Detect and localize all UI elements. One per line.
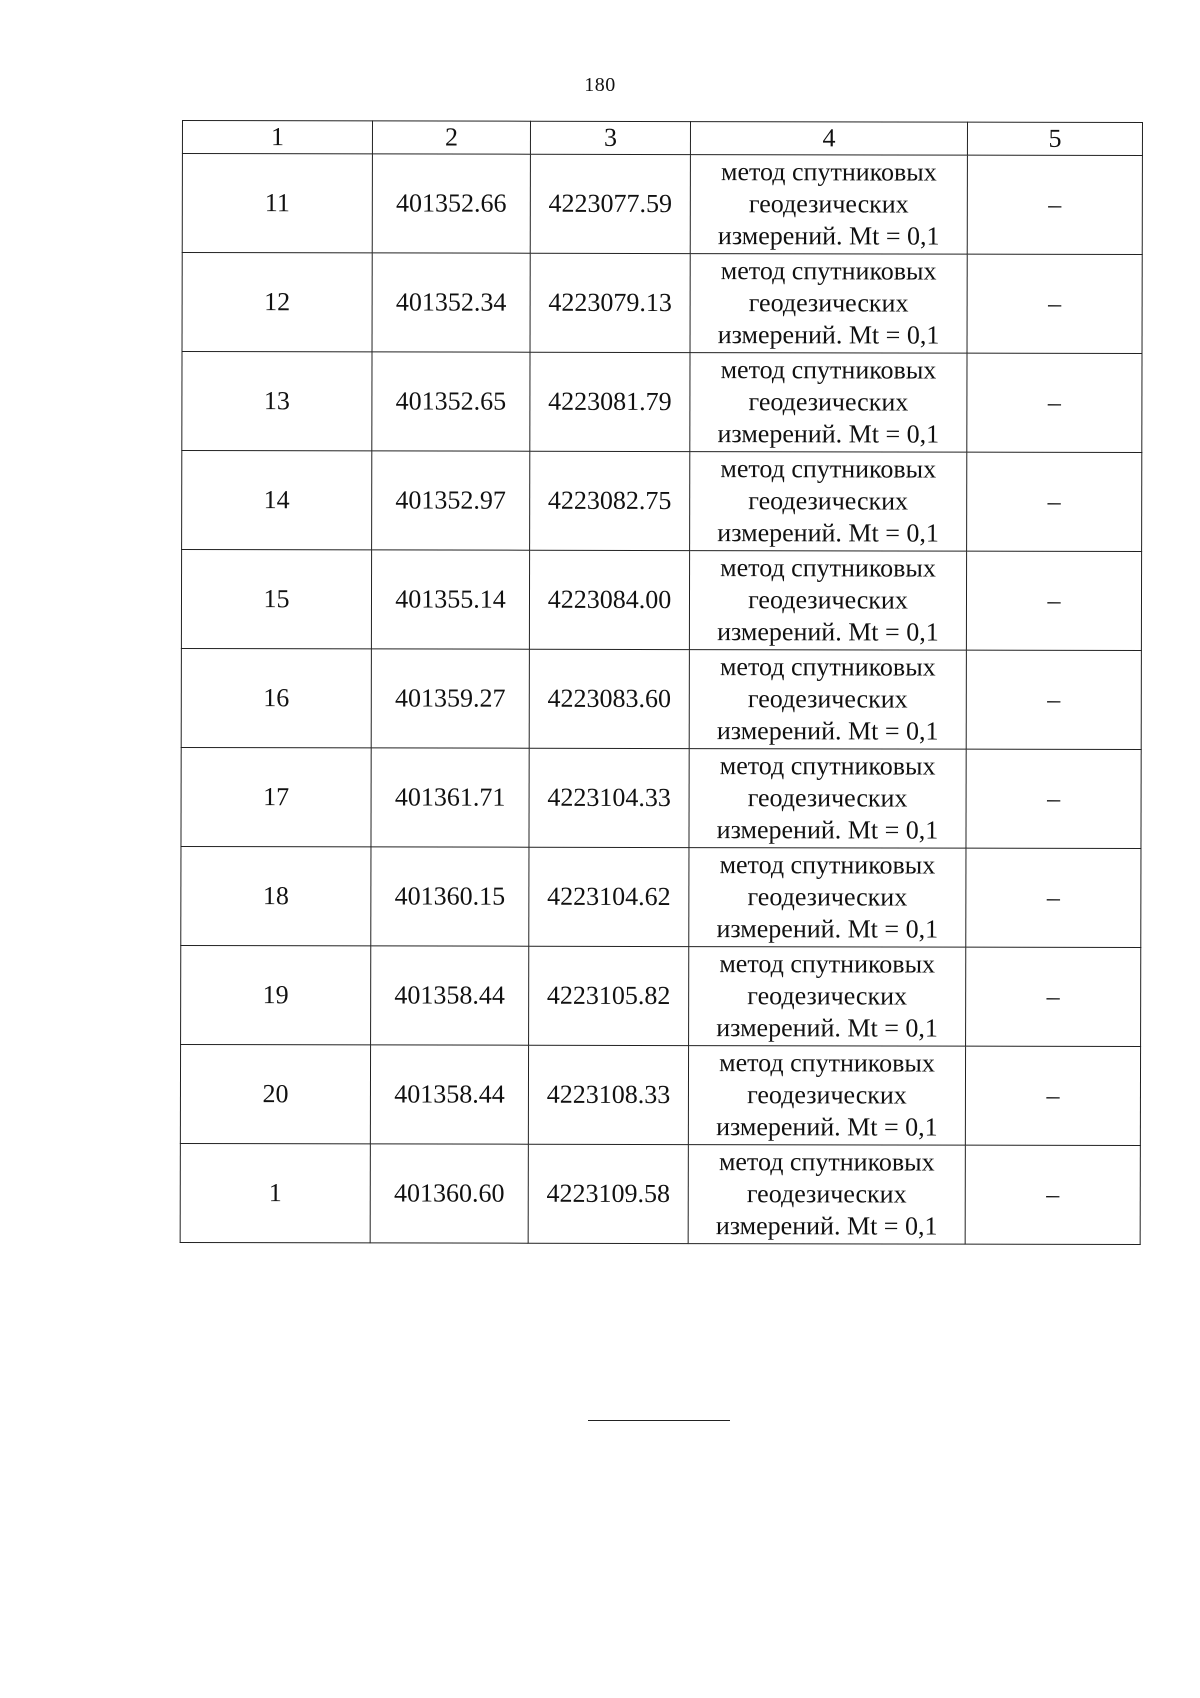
table-row — [181, 648, 1141, 749]
point-cell: 1 — [180, 1143, 370, 1242]
method-line: метод спутниковых — [719, 652, 936, 682]
note-cell: – — [967, 452, 1142, 551]
y-coordinate-cell: 4223109.58 — [528, 1144, 688, 1243]
note-cell: – — [966, 650, 1141, 749]
method-cell — [688, 1145, 965, 1245]
method-line: геодезических — [748, 387, 909, 417]
method-line: метод спутниковых — [720, 553, 936, 583]
method-line: геодезических — [748, 189, 909, 219]
y-coordinate-cell: 4223084.00 — [529, 550, 689, 649]
header-row — [182, 121, 1142, 156]
y-coordinate-cell: 4223082.75 — [530, 451, 690, 550]
table-body — [180, 154, 1142, 1245]
method-line: измерений. Mt = 0,1 — [717, 221, 940, 251]
x-coordinate-cell: 401352.65 — [372, 352, 530, 451]
method-line: метод спутниковых — [718, 1147, 935, 1177]
point-cell: 18 — [181, 846, 371, 945]
method-line: геодезических — [748, 288, 909, 318]
coordinates-table — [180, 120, 1143, 1245]
method-line: метод спутниковых — [719, 1048, 935, 1078]
y-coordinate-cell: 4223079.13 — [530, 253, 690, 352]
method-line: геодезических — [747, 783, 908, 813]
point-cell: 19 — [181, 945, 371, 1044]
table-row — [181, 846, 1141, 947]
method-line: измерений. Mt = 0,1 — [717, 320, 940, 350]
point-cell: 15 — [181, 550, 371, 649]
y-coordinate-cell: 4223108.33 — [528, 1045, 688, 1144]
method-cell — [689, 749, 966, 849]
method-line: измерений. Mt = 0,1 — [716, 1013, 938, 1043]
note-cell: – — [967, 155, 1142, 254]
method-cell — [689, 551, 966, 651]
method-line: метод спутниковых — [719, 850, 936, 880]
method-line: измерений. Mt = 0,1 — [715, 1211, 938, 1241]
method-cell — [690, 452, 967, 552]
table-row — [182, 154, 1142, 255]
note-cell: – — [966, 947, 1141, 1046]
method-cell — [689, 848, 966, 948]
y-coordinate-cell: 4223077.59 — [530, 154, 690, 253]
header-col-5: 5 — [967, 122, 1142, 155]
method-line: геодезических — [747, 882, 908, 912]
point-cell: 12 — [182, 253, 372, 352]
note-cell: – — [965, 1046, 1140, 1145]
x-coordinate-cell: 401361.71 — [371, 748, 529, 847]
y-coordinate-cell: 4223083.60 — [529, 649, 689, 748]
header-col-3: 3 — [530, 121, 690, 154]
method-line: измерений. Mt = 0,1 — [716, 914, 939, 944]
x-coordinate-cell: 401360.15 — [371, 847, 529, 946]
table-row — [180, 1044, 1140, 1145]
note-cell: – — [966, 749, 1141, 848]
method-line: геодезических — [747, 684, 908, 714]
note-cell: – — [966, 848, 1141, 947]
point-cell: 20 — [180, 1044, 370, 1143]
x-coordinate-cell: 401358.44 — [370, 1045, 528, 1144]
x-coordinate-cell: 401352.97 — [372, 451, 530, 550]
table-row — [180, 1143, 1140, 1244]
y-coordinate-cell: 4223104.33 — [529, 748, 689, 847]
table-row — [182, 352, 1142, 453]
method-line: метод спутниковых — [719, 751, 936, 781]
method-cell — [688, 1046, 965, 1146]
method-line: измерений. Mt = 0,1 — [717, 518, 939, 548]
header-col-1: 1 — [182, 121, 372, 154]
point-cell: 16 — [181, 648, 371, 747]
table-row — [181, 550, 1141, 651]
y-coordinate-cell: 4223081.79 — [530, 352, 690, 451]
method-line: измерений. Mt = 0,1 — [716, 815, 939, 845]
method-cell — [690, 353, 967, 453]
method-line: измерений. Mt = 0,1 — [716, 716, 939, 746]
note-cell: – — [967, 254, 1142, 353]
page-number: 180 — [584, 74, 616, 96]
method-line: геодезических — [748, 585, 908, 615]
header-col-2: 2 — [372, 121, 530, 154]
point-cell: 17 — [181, 747, 371, 846]
note-cell: – — [966, 551, 1141, 650]
method-line: метод спутниковых — [720, 454, 937, 484]
method-line: измерений. Mt = 0,1 — [716, 1112, 938, 1142]
method-line: метод спутниковых — [719, 949, 936, 979]
x-coordinate-cell: 401359.27 — [371, 649, 529, 748]
end-rule — [588, 1420, 730, 1421]
x-coordinate-cell: 401355.14 — [371, 550, 529, 649]
table-row — [182, 253, 1142, 354]
method-line: геодезических — [747, 1080, 907, 1110]
method-line: измерений. Mt = 0,1 — [717, 419, 940, 449]
method-line: измерений. Mt = 0,1 — [717, 617, 939, 647]
method-line: метод спутниковых — [720, 355, 937, 385]
method-cell — [690, 155, 967, 255]
y-coordinate-cell: 4223105.82 — [529, 946, 689, 1045]
x-coordinate-cell: 401358.44 — [371, 946, 529, 1045]
table-row — [181, 945, 1141, 1046]
method-cell — [690, 254, 967, 354]
note-cell: – — [967, 353, 1142, 452]
point-cell: 14 — [182, 451, 372, 550]
method-line: метод спутниковых — [720, 256, 937, 286]
header-col-4: 4 — [690, 122, 967, 156]
method-cell — [689, 650, 966, 750]
method-cell — [689, 947, 966, 1047]
point-cell: 13 — [182, 352, 372, 451]
x-coordinate-cell: 401352.66 — [372, 154, 530, 253]
table-header — [182, 121, 1142, 156]
y-coordinate-cell: 4223104.62 — [529, 847, 689, 946]
method-line: геодезических — [747, 981, 908, 1011]
note-cell: – — [965, 1145, 1140, 1244]
method-line: геодезических — [746, 1179, 907, 1209]
table-row — [181, 747, 1141, 848]
x-coordinate-cell: 401360.60 — [370, 1144, 528, 1243]
table-row — [182, 451, 1142, 552]
method-line: метод спутниковых — [721, 157, 937, 187]
method-line: геодезических — [748, 486, 909, 516]
x-coordinate-cell: 401352.34 — [372, 253, 530, 352]
point-cell: 11 — [182, 154, 372, 253]
